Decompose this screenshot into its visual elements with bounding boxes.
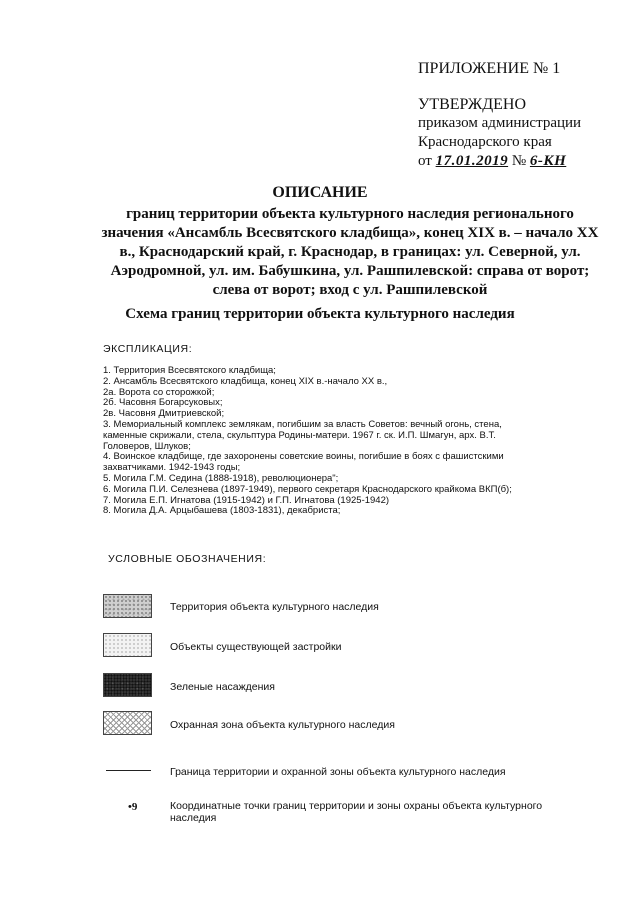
approved-label: УТВЕРЖДЕНО [418, 96, 527, 113]
explication-item: 6. Могила П.И. Селезнева (1897-1949), первого секретаря Краснодарского крайкома ВКП(б); [103, 483, 512, 495]
coordinate-points-legend-label: Координатные точки границ территории и зоны охраны объекта культурного наследия [170, 800, 543, 824]
appendix-number: ПРИЛОЖЕНИЕ № 1 [418, 60, 561, 77]
order-from-label: от [418, 153, 432, 169]
order-line [418, 152, 581, 171]
boundary-legend-label: Граница территории и охранной зоны объекта культурного наследия [170, 766, 506, 778]
explication-item: 3. Мемориальный комплекс землякам, погибшим за власть Советов: вечный огонь, стена, каменные скрижали, стела, скульптура Родины-матери. 1967 г. ск. И.П. Шмагун, арх. В.Т. Головеров, Шлуков; [103, 418, 502, 452]
approved-by-line1: приказом администрации [418, 115, 582, 131]
explication-item: 1. Территория Всесвятского кладбища; [103, 365, 276, 376]
territory-swatch [103, 594, 152, 618]
explication-heading: ЭКСПЛИКАЦИЯ: [103, 343, 193, 355]
explication-list [103, 366, 533, 517]
scheme-title: Схема границ территории объекта культурного наследия [125, 306, 515, 322]
explication-item: 4. Воинское кладбище, где захоронены советские воины, погибшие в боях с фашистскими захватчиками. 1942-1943 годы; [103, 451, 504, 474]
territory-legend-label: Территория объекта культурного наследия [170, 601, 379, 613]
approval-block [418, 95, 581, 171]
green-spaces-swatch [103, 673, 152, 697]
order-number-label: № [511, 153, 527, 169]
order-number: 6-КН [529, 153, 567, 169]
explication-item: 2. Ансамбль Всесвятского кладбища, конец XIX в.-начало XX в., [103, 375, 388, 387]
explication-item: 2б. Часовня Богарсуковых; [103, 397, 223, 409]
buildings-legend-label: Объекты существующей застройки [170, 641, 342, 653]
explication-item: 7. Могила Е.П. Игнатова (1915-1942) и Г.П. Игнатова (1925-1942) [103, 494, 390, 506]
green-spaces-legend-label: Зеленые насаждения [170, 681, 275, 693]
description-title: ОПИСАНИЕ [272, 184, 368, 201]
explication-item: 5. Могила Г.М. Седина (1888-1918), революционера"; [103, 472, 339, 484]
protection-zone-legend-label: Охранная зона объекта культурного наследия [170, 719, 395, 731]
order-date: 17.01.2019 [435, 153, 509, 169]
buildings-swatch [103, 633, 152, 657]
boundary-line-symbol [106, 770, 151, 771]
coordinate-point-symbol: •9 [128, 801, 138, 813]
legend-heading: УСЛОВНЫЕ ОБОЗНАЧЕНИЯ: [108, 553, 267, 565]
description-body: границ территории объекта культурного наследия регионального значения «Ансамбль Всесвятского кладбища», конец XIX в. – начало XX в., Краснодарский край, г. Краснодар, в границах: ул. Северной, ул. Аэродромной, ул. им. Бабушкина, ул. Рашпилевской: справа от ворот; слева от ворот; вход с ул. Рашпилевской [101, 206, 599, 298]
explication-item: 2в. Часовня Дмитриевской; [103, 408, 225, 420]
approved-by-line2: Краснодарского края [418, 134, 552, 150]
explication-item: 8. Могила Д.А. Арцыбашева (1803-1831), декабриста; [103, 505, 341, 517]
protection-zone-swatch [103, 711, 152, 735]
explication-item: 2а. Ворота со сторожкой; [103, 386, 215, 398]
